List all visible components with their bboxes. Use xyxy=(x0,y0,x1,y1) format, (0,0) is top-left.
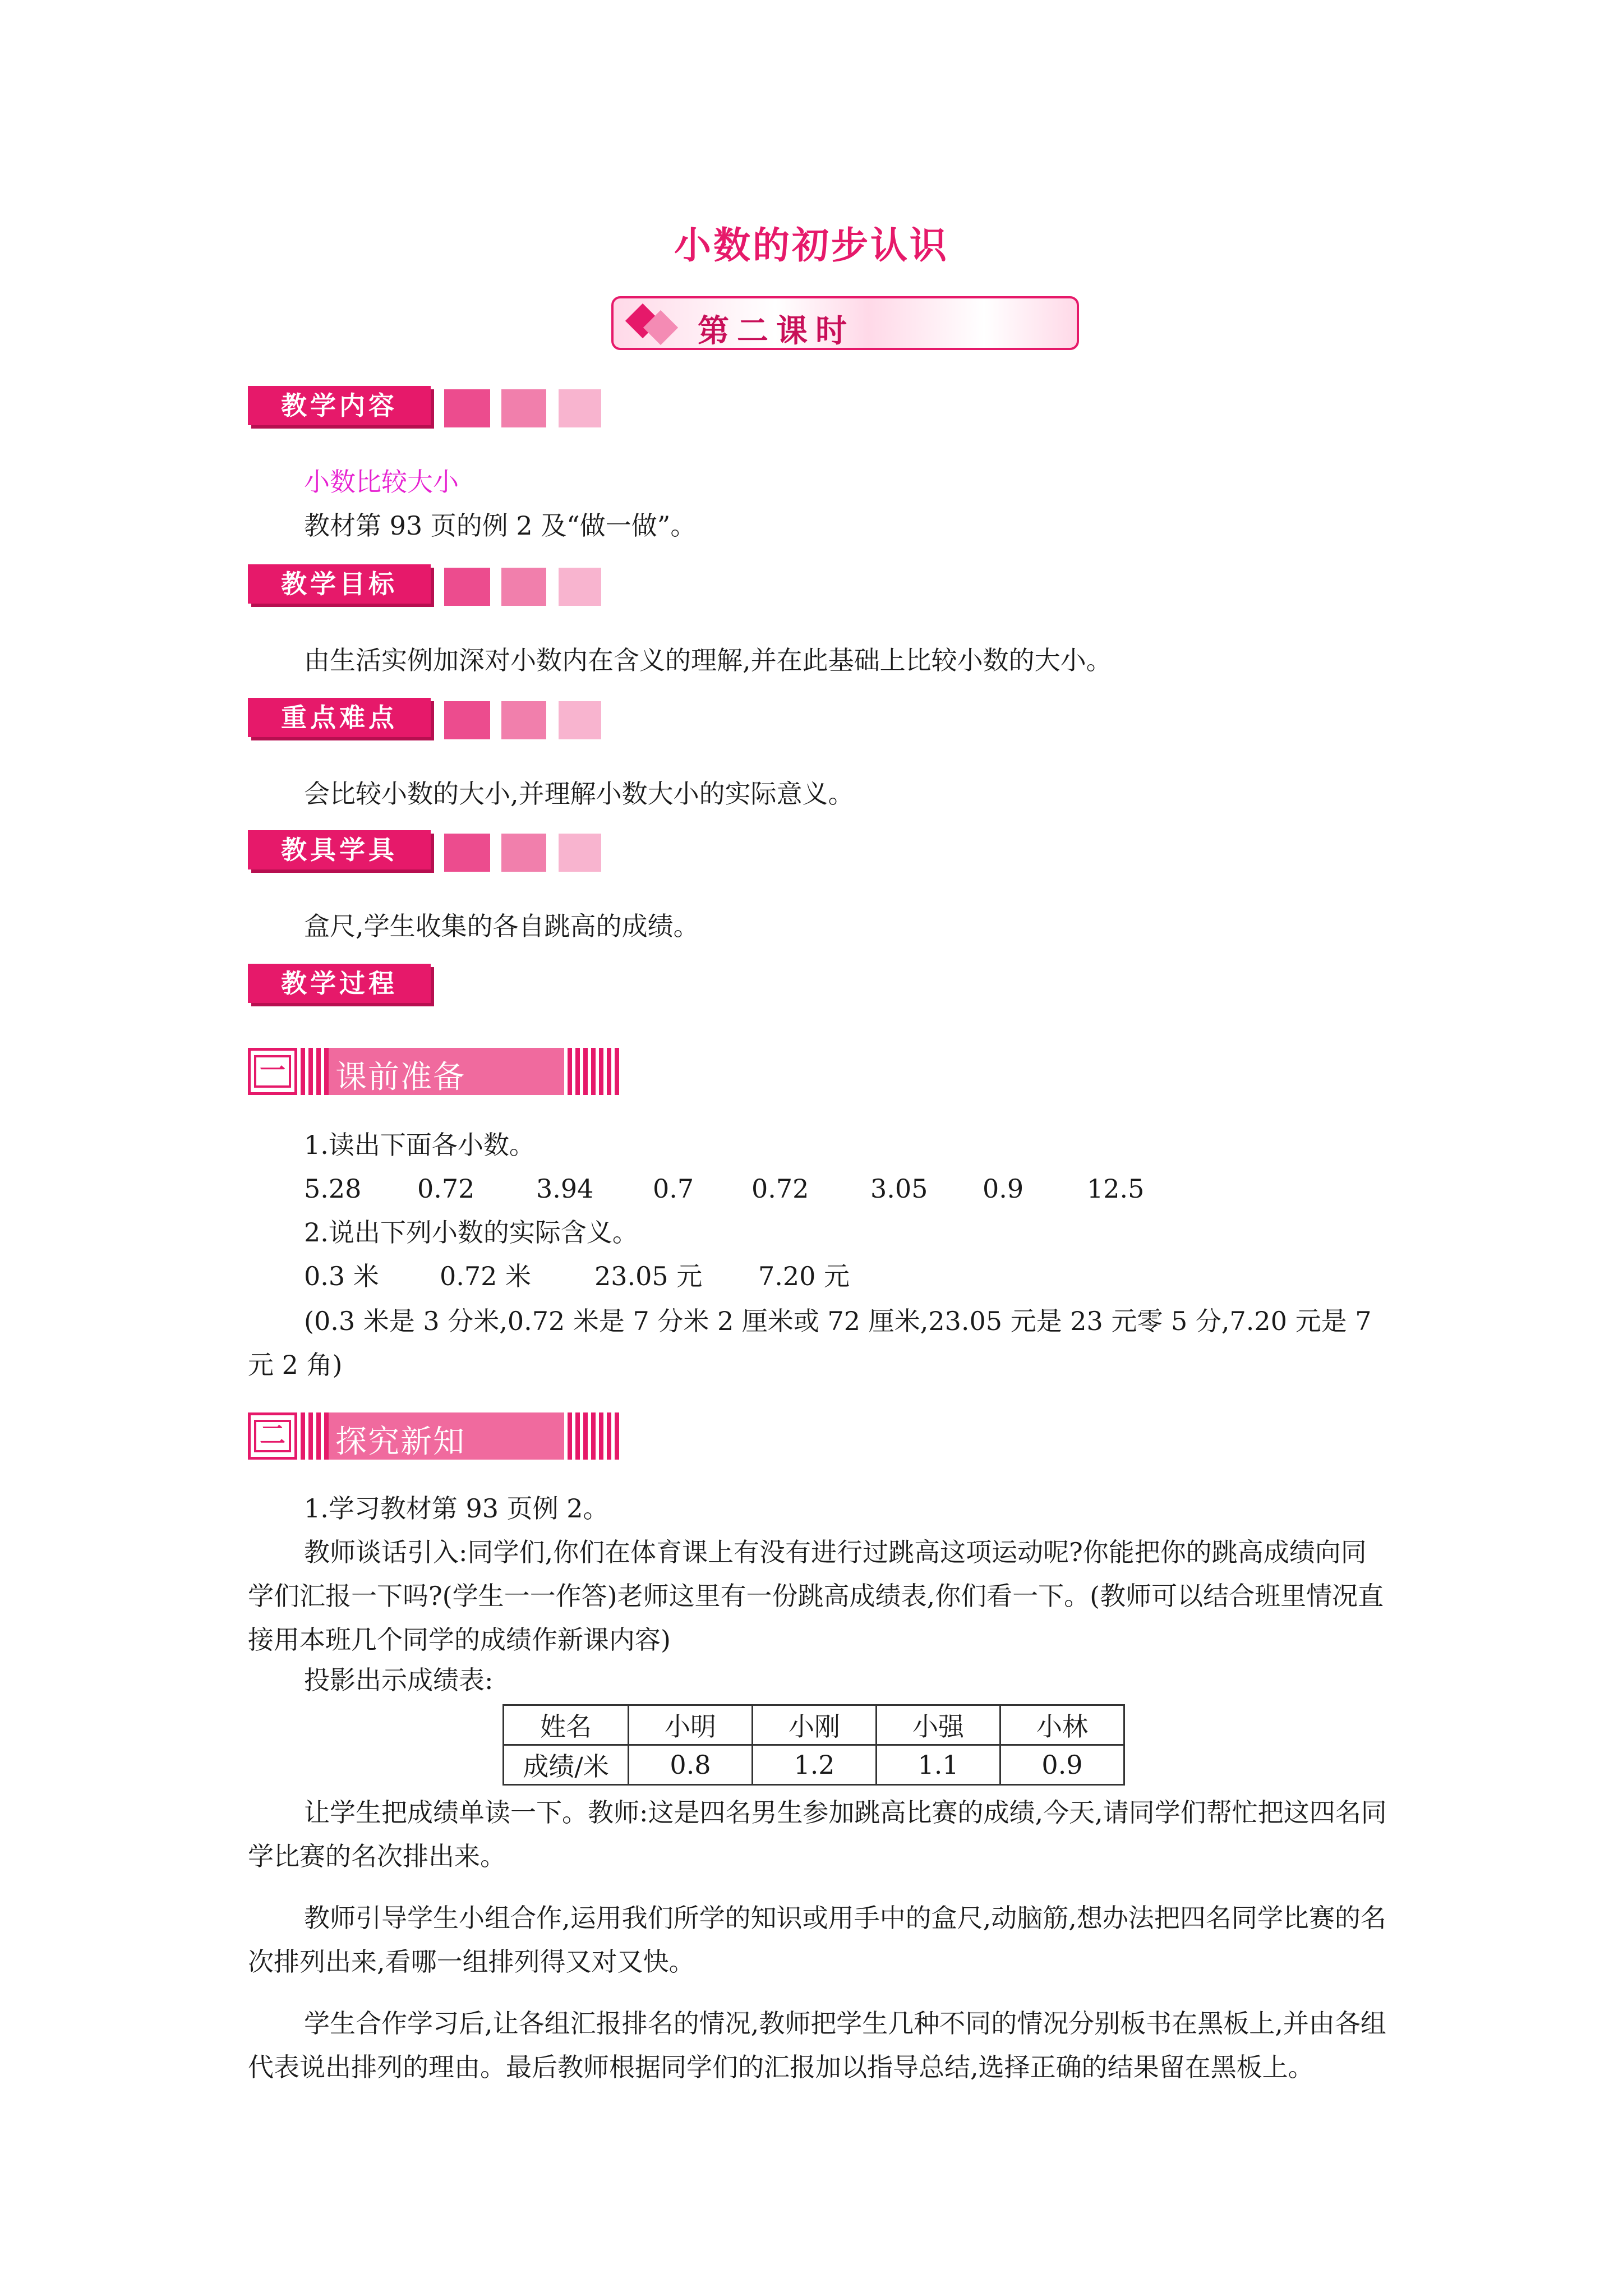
paragraph: 1.学习教材第 93 页例 2。 xyxy=(304,1493,609,1524)
table-row xyxy=(504,1705,1124,1745)
table-cell: 1.2 xyxy=(753,1745,877,1785)
table-cell: 成绩/米 xyxy=(504,1745,629,1785)
decimal-item: 0.9 xyxy=(983,1174,1024,1204)
decimal-item: 0.72 xyxy=(417,1174,475,1204)
step-number: 一 xyxy=(254,1055,291,1088)
section-label: 教具学具 xyxy=(248,830,431,869)
decimal-item: 12.5 xyxy=(1087,1174,1145,1204)
step-label: 探究新知 xyxy=(335,1424,465,1460)
table-cell: 1.1 xyxy=(877,1745,1000,1785)
section-label: 教学过程 xyxy=(248,964,431,1003)
table-row xyxy=(504,1745,1124,1785)
step-number: 二 xyxy=(254,1420,291,1452)
paragraph: 让学生把成绩单读一下。教师:这是四名男生参加跳高比赛的成绩,今天,请同学们帮忙把这四名同学比赛的名次排出来。 xyxy=(248,1797,1387,1871)
tools-text: 盒尺,学生收集的各自跳高的成绩。 xyxy=(304,911,699,941)
score-table xyxy=(502,1704,1125,1786)
answer-text: (0.3 米是 3 分米,0.72 米是 7 分米 2 厘米或 72 厘米,23.05 元是 23 元零 5 分,7.20 元是 7 元 2 角) xyxy=(248,1306,1372,1380)
goals-text: 由生活实例加深对小数内在含义的理解,并在此基础上比较小数的大小。 xyxy=(304,645,1112,675)
table-header-cell: 小明 xyxy=(629,1705,753,1745)
table-header-cell: 小强 xyxy=(877,1705,1000,1745)
table-header-cell: 小刚 xyxy=(753,1705,877,1745)
table-cell: 0.8 xyxy=(629,1745,753,1785)
section-label: 教学内容 xyxy=(248,386,431,425)
step-header-1 xyxy=(248,1048,621,1095)
content-topic: 小数比较大小 xyxy=(304,467,459,497)
decimal-item: 0.7 xyxy=(653,1174,694,1204)
paragraph: 教师引导学生小组合作,运用我们所学的知识或用手中的盒尺,动脑筋,想办法把四名同学比赛的名次排列出来,看哪一组排列得又对又快。 xyxy=(248,1903,1386,1977)
step-label: 课前准备 xyxy=(335,1059,465,1096)
key-text: 会比较小数的大小,并理解小数大小的实际意义。 xyxy=(304,779,854,809)
table-cell: 0.9 xyxy=(1000,1745,1124,1785)
page-title: 小数的初步认识 xyxy=(674,223,949,267)
paragraph: 教师谈话引入:同学们,你们在体育课上有没有进行过跳高这项运动呢?你能把你的跳高成绩向同学们汇报一下吗?(学生一一作答)老师这里有一份跳高成绩表,你们看一下。(教师可以结合班里情况直接用本班几个同学的成绩作新课内容) xyxy=(248,1537,1384,1655)
decimal-item: 3.05 xyxy=(870,1174,928,1204)
meaning-item: 0.72 米 xyxy=(440,1261,532,1291)
meaning-item: 7.20 元 xyxy=(758,1261,850,1291)
section-label: 重点难点 xyxy=(248,698,431,737)
meaning-item: 0.3 米 xyxy=(304,1261,379,1291)
decimal-item: 5.28 xyxy=(304,1174,362,1204)
step-header-2 xyxy=(248,1412,621,1460)
paragraph: 学生合作学习后,让各组汇报排名的情况,教师把学生几种不同的情况分别板书在黑板上,并由各组代表说出排列的理由。最后教师根据同学们的汇报加以指导总结,选择正确的结果留在黑板上。 xyxy=(248,2008,1386,2082)
content-text: 教材第 93 页的例 2 及“做一做”。 xyxy=(304,510,697,541)
question-1: 1.读出下面各小数。 xyxy=(304,1130,535,1160)
lesson-label: 第二课时 xyxy=(698,313,855,349)
table-header-cell: 姓名 xyxy=(504,1705,629,1745)
decimal-item: 0.72 xyxy=(751,1174,809,1204)
section-label: 教学目标 xyxy=(248,564,431,604)
question-2: 2.说出下列小数的实际含义。 xyxy=(304,1217,638,1248)
paragraph: 投影出示成绩表: xyxy=(304,1665,494,1695)
table-header-cell: 小林 xyxy=(1000,1705,1124,1745)
meaning-item: 23.05 元 xyxy=(594,1261,703,1291)
decimal-item: 3.94 xyxy=(536,1174,594,1204)
lesson-banner xyxy=(611,296,1079,350)
